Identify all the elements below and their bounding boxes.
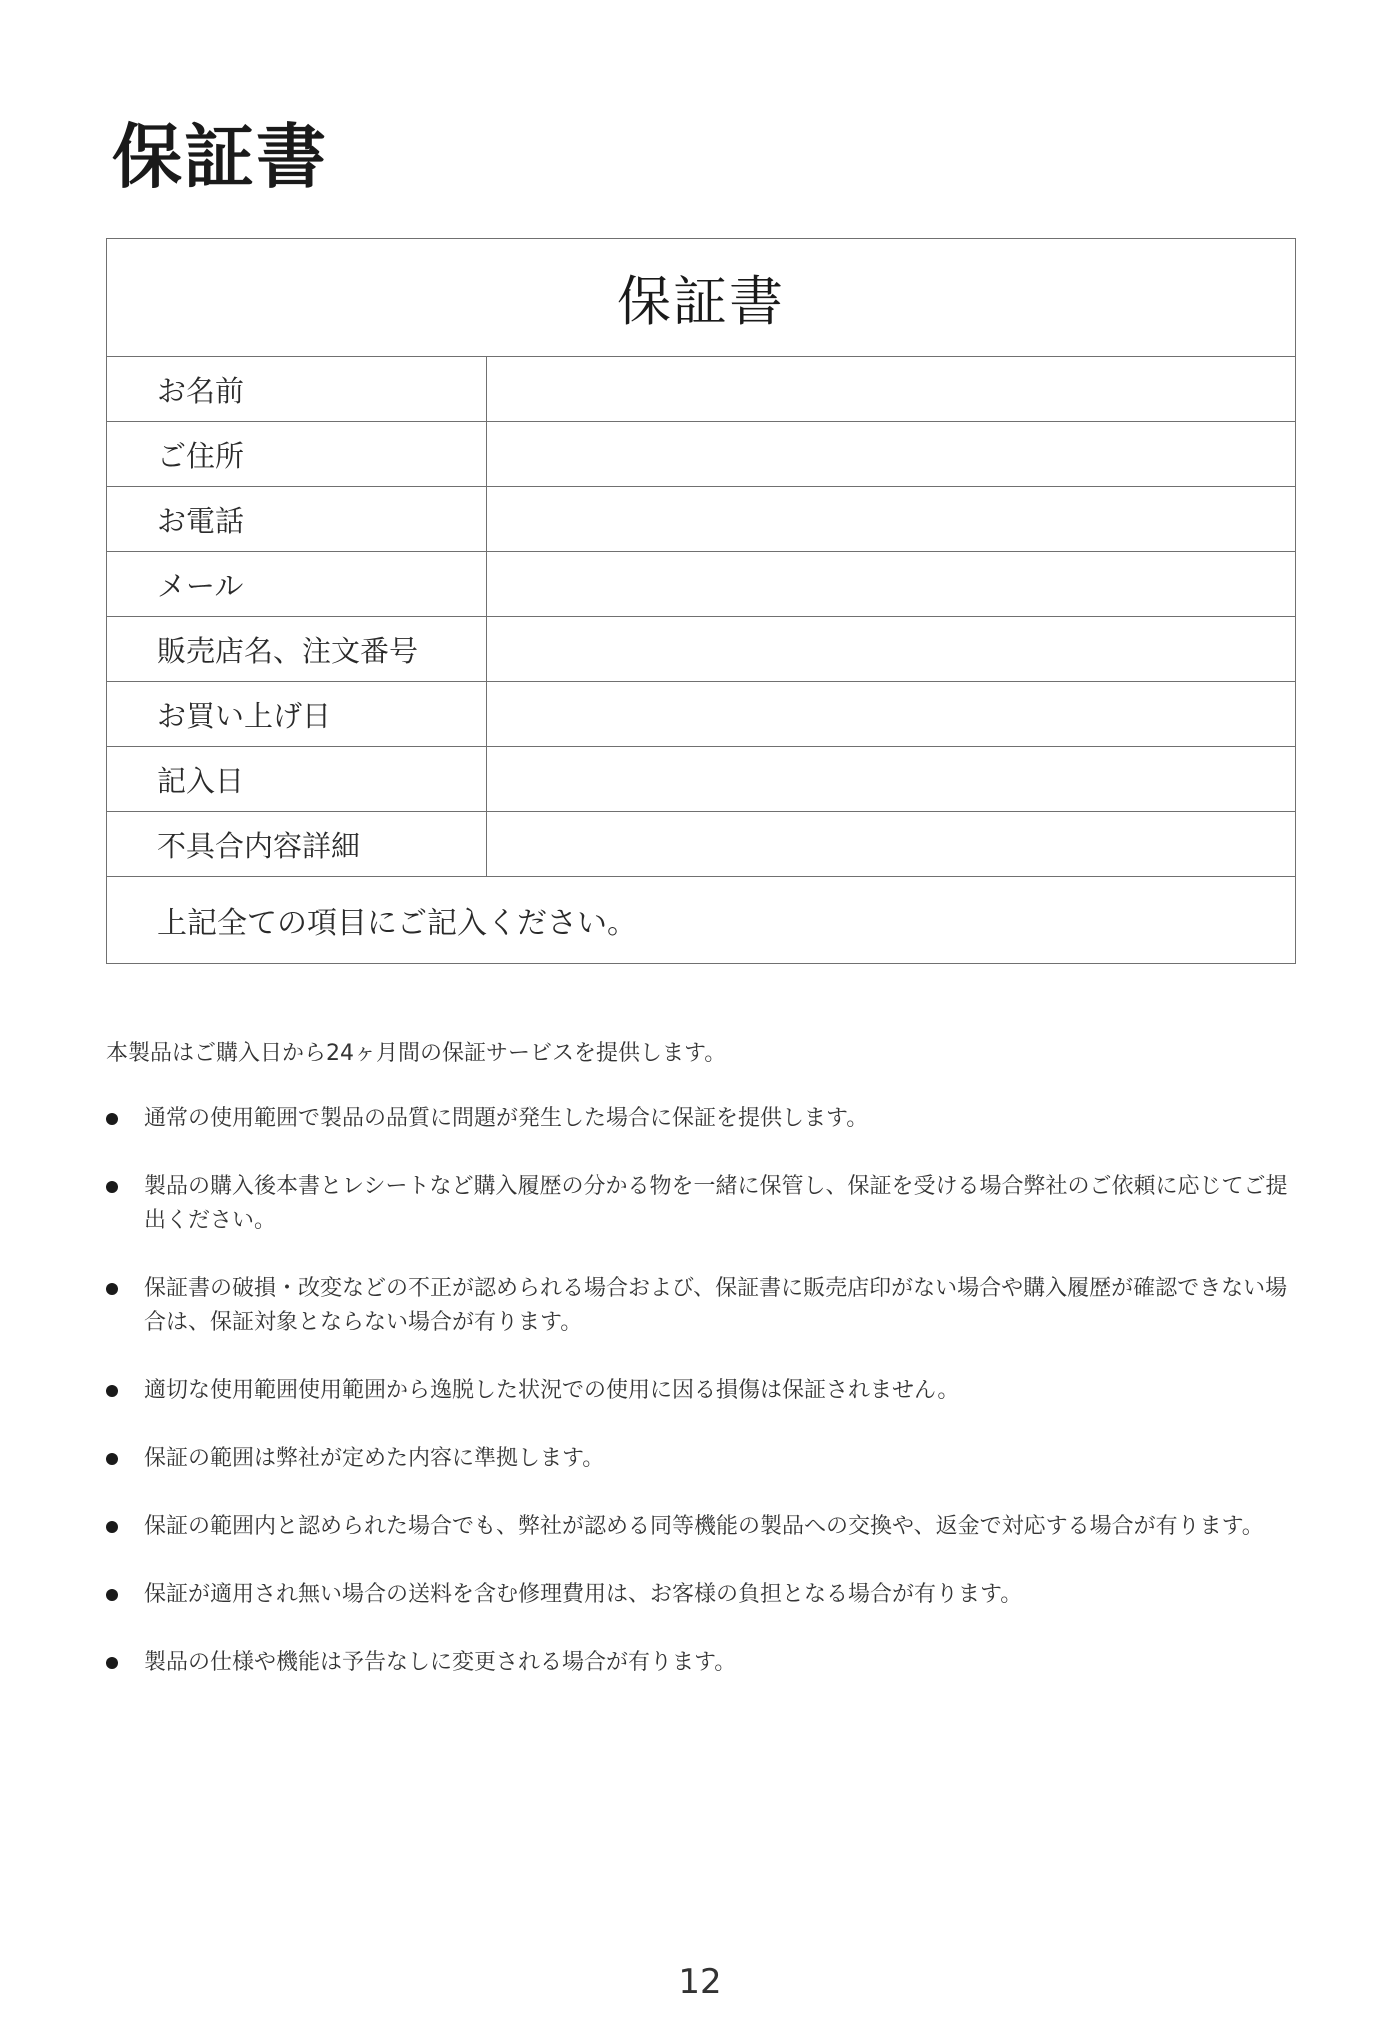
name-field[interactable] [487, 357, 1295, 421]
page-heading: 保証書 [112, 116, 328, 198]
form-row-purchase-date [107, 682, 1295, 747]
bullet-icon [106, 1589, 118, 1601]
bullet-icon [106, 1657, 118, 1669]
form-row-phone [107, 487, 1295, 552]
email-field[interactable] [487, 552, 1295, 616]
list-item-text: 保証が適用され無い場合の送料を含む修理費用は、お客様の負担となる場合が有ります。 [144, 1582, 1023, 1607]
defect-details-field[interactable] [487, 812, 1295, 876]
purchase-date-field[interactable] [487, 682, 1295, 746]
form-row-defect-details [107, 812, 1295, 877]
form-title: 保証書 [617, 270, 785, 333]
form-row-address [107, 422, 1295, 487]
form-note: 上記全ての項目にご記入ください。 [157, 906, 637, 941]
form-row-entry-date [107, 747, 1295, 812]
warranty-form [106, 238, 1296, 964]
form-row-name [107, 357, 1295, 422]
field-label-email: メール [107, 552, 487, 616]
page-number: 12 [678, 1962, 722, 2002]
list-item [106, 1646, 1296, 1680]
list-item-text: 通常の使用範囲で製品の品質に問題が発生した場合に保証を提供します。 [144, 1106, 869, 1131]
list-item [106, 1272, 1296, 1340]
bullet-icon [106, 1113, 118, 1125]
terms-intro: 本製品はご購入日から24ヶ月間の保証サービスを提供します。 [106, 1041, 727, 1066]
list-item-text: 保証の範囲は弊社が定めた内容に準拠します。 [144, 1446, 605, 1471]
list-item [106, 1374, 1296, 1408]
field-label-name: お名前 [107, 357, 487, 421]
form-row-email [107, 552, 1295, 617]
field-label-phone: お電話 [107, 487, 487, 551]
address-field[interactable] [487, 422, 1295, 486]
list-item-text: 適切な使用範囲使用範囲から逸脱した状況での使用に因る損傷は保証されません。 [144, 1378, 960, 1403]
phone-field[interactable] [487, 487, 1295, 551]
list-item [106, 1510, 1296, 1544]
bullet-icon [106, 1453, 118, 1465]
list-item-text: 保証書の破損・改変などの不正が認められる場合および、保証書に販売店印がない場合や購入履歴が確認できない場合は、保証対象とならない場合が有ります。 [144, 1276, 1288, 1335]
store-order-field[interactable] [487, 617, 1295, 681]
bullet-icon [106, 1181, 118, 1193]
form-title-row [107, 239, 1295, 357]
list-item-text: 製品の仕様や機能は予告なしに変更される場合が有ります。 [144, 1650, 737, 1675]
bullet-icon [106, 1385, 118, 1397]
list-item-text: 製品の購入後本書とレシートなど購入履歴の分かる物を一緒に保管し、保証を受ける場合弊社のご依頼に応じてご提出ください。 [144, 1174, 1288, 1233]
list-item [106, 1170, 1296, 1238]
field-label-defect-details: 不具合内容詳細 [107, 812, 487, 876]
form-row-store-order [107, 617, 1295, 682]
bullet-icon [106, 1521, 118, 1533]
list-item [106, 1442, 1296, 1476]
field-label-entry-date: 記入日 [107, 747, 487, 811]
field-label-address: ご住所 [107, 422, 487, 486]
terms-list [106, 1102, 1296, 1714]
field-label-store-order: 販売店名、注文番号 [107, 617, 487, 681]
list-item-text: 保証の範囲内と認められた場合でも、弊社が認める同等機能の製品への交換や、返金で対応する場合が有ります。 [144, 1514, 1264, 1539]
field-label-purchase-date: お買い上げ日 [107, 682, 487, 746]
list-item [106, 1102, 1296, 1136]
entry-date-field[interactable] [487, 747, 1295, 811]
list-item [106, 1578, 1296, 1612]
bullet-icon [106, 1283, 118, 1295]
